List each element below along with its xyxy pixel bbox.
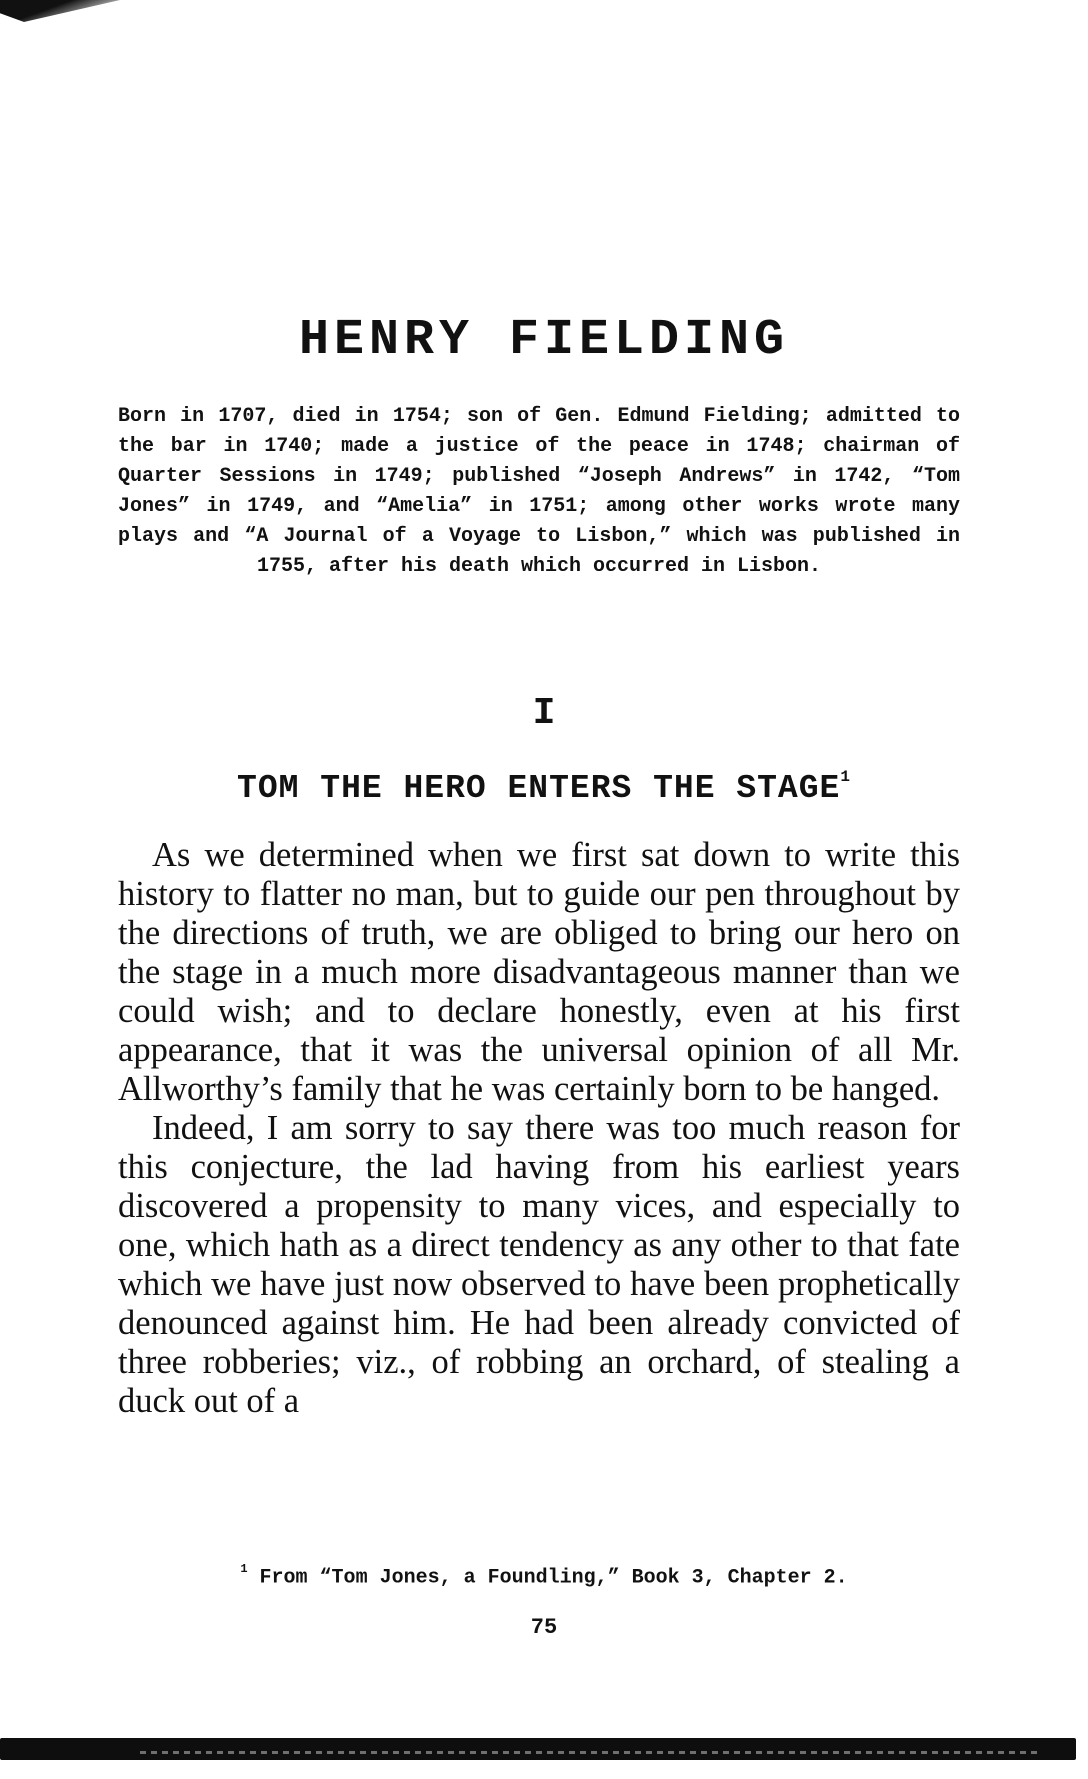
- paragraph-1: As we determined when we first sat down to write this history to flatter no man, but to guide our pen throughout by the directions of truth, we are obliged to bring our hero on the stage in a much more disadvantageous manner than we could wish; and to declare honestly, even at his first appearance, that it was the universal opinion of all Mr. Allworthy’s family that he was certainly born to be hanged.: [118, 836, 960, 1108]
- footnote-reference: 1: [840, 768, 851, 786]
- author-title: HENRY FIELDING: [298, 312, 790, 369]
- footnote: [0, 1562, 1088, 1590]
- chapter-heading-text: TOM THE HERO ENTERS THE STAGE: [237, 770, 841, 807]
- chapter-numeral: I: [532, 692, 556, 735]
- footnote-text: From “Tom Jones, a Foundling,” Book 3, Chapter 2.: [259, 1566, 848, 1590]
- page-number: 75: [530, 1615, 558, 1640]
- scan-bottom-edge: [0, 1738, 1076, 1760]
- chapter-body: [118, 836, 960, 1421]
- scan-bottom-edge-texture: [140, 1751, 1040, 1754]
- scan-corner-mark: [0, 0, 120, 22]
- footnote-marker: 1: [240, 1562, 248, 1576]
- paragraph-2: Indeed, I am sorry to say there was too much reason for this conjecture, the lad having from his earliest years discovered a propensity to many vices, and especially to one, which hath as a direct tendency as any other to that fate which we have just now observed to have been prophetically denounced against him. He had been already convicted of three robberies; viz., of robbing an orchard, of stealing a duck out of a: [118, 1109, 960, 1420]
- chapter-heading: [0, 770, 1088, 807]
- author-biography: Born in 1707, died in 1754; son of Gen. Edmund Fielding; admitted to the bar in 1740; made a justice of the peace in 1748; chairman of Quarter Sessions in 1749; published “Joseph Andrews” in 1742, “Tom Jones” in 1749, and “Amelia” in 1751; among other works wrote many plays and “A Journal of a Voyage to Lisbon,” which was published in 1755, after his death which occurred in Lisbon.: [118, 405, 960, 578]
